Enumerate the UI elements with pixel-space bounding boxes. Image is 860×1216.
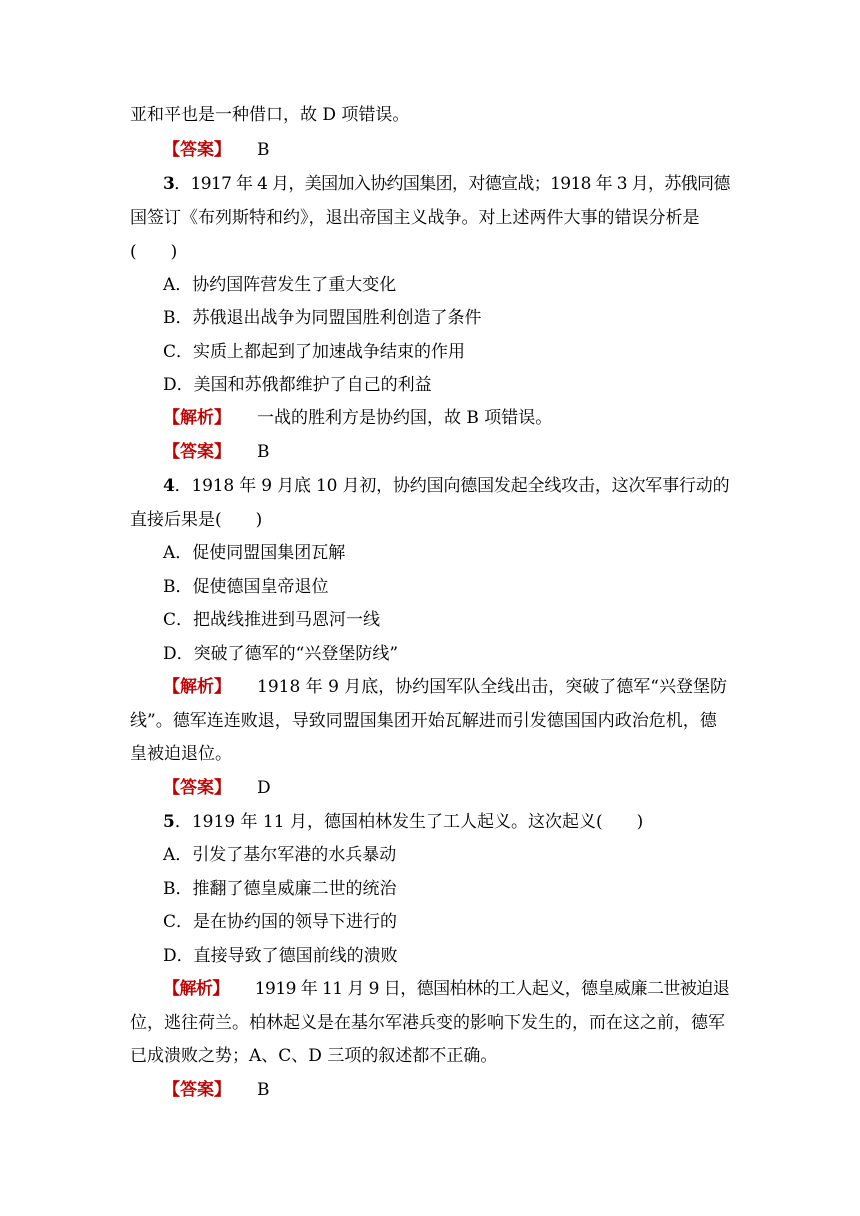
- option-line: D．美国和苏俄都维护了自己的利益: [163, 375, 432, 395]
- question-number: 4: [163, 476, 175, 496]
- option-line: B．苏俄退出战争为同盟国胜利创造了条件: [163, 308, 482, 328]
- option-line: C．是在协约国的领导下进行的: [163, 912, 398, 932]
- question-number: 5: [163, 812, 175, 832]
- analysis-tag: 【解析】: [163, 979, 229, 999]
- option-line: C．实质上都起到了加速战争结束的作用: [163, 342, 466, 362]
- analysis-tag: 【解析】: [163, 677, 231, 697]
- analysis-tag: 【解析】: [163, 408, 231, 428]
- answer-line: 【答案】 B: [163, 1080, 270, 1100]
- text-line: 线”。德军连连败退，导致同盟国集团开始瓦解进而引发德国国内政治危机，德: [130, 711, 717, 731]
- question-line: 4．1918 年 9 月底 10 月初，协约国向德国发起全线攻击，这次军事行动的: [163, 476, 730, 496]
- answer-tag: 【答案】: [163, 1080, 231, 1100]
- analysis-line: 【解析】 1919 年 11 月 9 日，德国柏林的工人起义，德皇威廉二世被迫退: [163, 979, 730, 999]
- question-line: 3．1917 年 4 月，美国加入协约国集团，对德宣战；1918 年 3 月，苏俄同德: [163, 174, 730, 194]
- answer-line: 【答案】 B: [163, 442, 270, 462]
- answer-tag: 【答案】: [163, 778, 231, 798]
- text-line: 皇被迫退位。: [130, 744, 232, 764]
- analysis-line: 【解析】 一战的胜利方是协约国，故 B 项错误。: [163, 408, 553, 428]
- text-line: ( ): [130, 242, 178, 262]
- text-line: 直接后果是( ): [130, 510, 263, 530]
- option-line: B．推翻了德皇威廉二世的统治: [163, 879, 397, 899]
- option-line: A．引发了基尔军港的水兵暴动: [163, 845, 397, 865]
- option-line: C．把战线推进到马恩河一线: [163, 610, 381, 630]
- text-line: 亚和平也是一种借口，故 D 项错误。: [130, 105, 410, 125]
- option-line: D．直接导致了德国前线的溃败: [163, 946, 398, 966]
- answer-line: 【答案】 B: [163, 140, 270, 160]
- question-number: 3: [163, 174, 175, 194]
- text-line: 已成溃败之势；A、C、D 三项的叙述都不正确。: [130, 1046, 498, 1066]
- option-line: A．促使同盟国集团瓦解: [163, 543, 346, 563]
- answer-tag: 【答案】: [163, 140, 231, 160]
- analysis-line: 【解析】 1918 年 9 月底，协约国军队全线出击，突破了德军“兴登堡防: [163, 677, 727, 697]
- text-line: 国签订《布列斯特和约》，退出帝国主义战争。对上述两件大事的错误分析是: [130, 208, 700, 228]
- question-line: 5．1919 年 11 月，德国柏林发生了工人起义。这次起义( ): [163, 812, 644, 832]
- answer-line: 【答案】 D: [163, 778, 271, 798]
- text-line: 位，逃往荷兰。柏林起义是在基尔军港兵变的影响下发生的，而在这之前，德军: [130, 1013, 725, 1033]
- option-line: B．促使德国皇帝退位: [163, 577, 329, 597]
- option-line: D．突破了德军的“兴登堡防线”: [163, 644, 399, 664]
- answer-tag: 【答案】: [163, 442, 231, 462]
- option-line: A．协约国阵营发生了重大变化: [163, 275, 397, 295]
